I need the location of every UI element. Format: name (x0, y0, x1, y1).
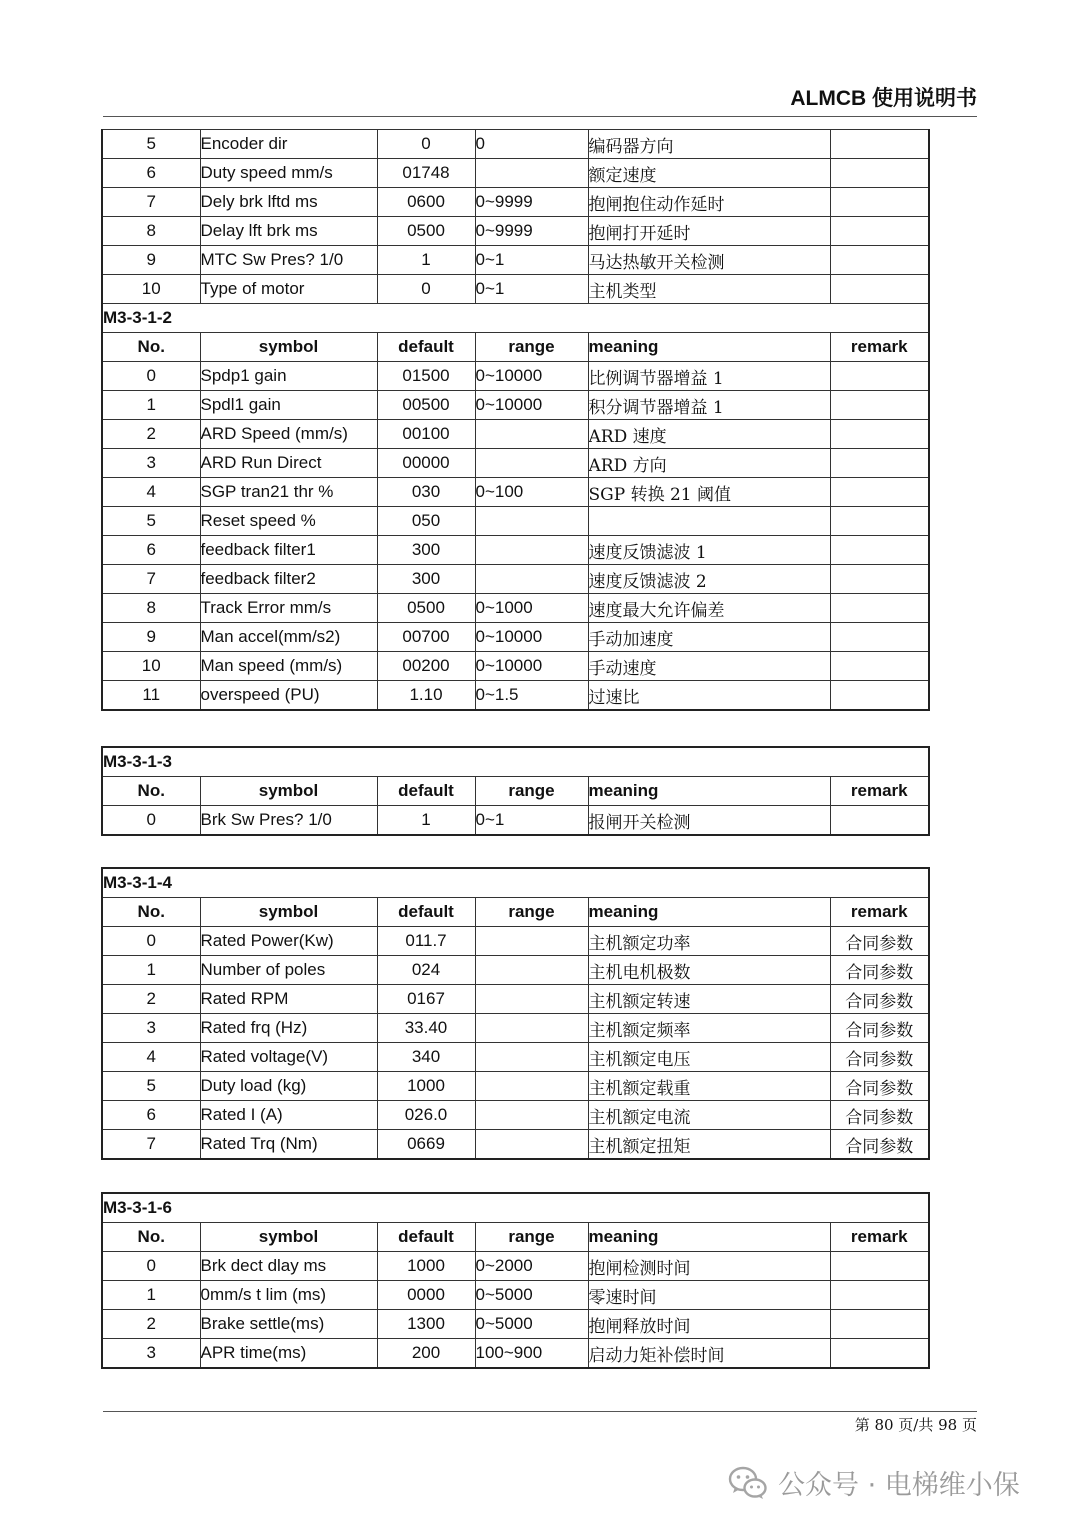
cell-range: 0~10000 (475, 362, 588, 391)
cell-range (475, 985, 588, 1014)
cell-remark (830, 478, 929, 507)
cell-meaning: 编码器方向 (588, 130, 830, 159)
cell-remark: 合同参数 (830, 985, 929, 1014)
header-meaning: meaning (588, 333, 830, 362)
cell-symbol: Rated I (A) (200, 1101, 377, 1130)
header-remark: remark (830, 1223, 929, 1252)
table-row (102, 956, 929, 985)
cell-remark: 合同参数 (830, 1014, 929, 1043)
cell-range: 0~1.5 (475, 681, 588, 711)
cell-remark (830, 159, 929, 188)
cell-default: 00100 (377, 420, 475, 449)
cell-symbol: Rated Trq (Nm) (200, 1130, 377, 1160)
cell-symbol: MTC Sw Pres? 1/0 (200, 246, 377, 275)
cell-range (475, 420, 588, 449)
cell-symbol: Rated voltage(V) (200, 1043, 377, 1072)
cell-meaning: 主机额定载重 (588, 1072, 830, 1101)
cell-no: 5 (102, 1072, 200, 1101)
cell-meaning: 比例调节器增益 1 (588, 362, 830, 391)
cell-symbol: Brk Sw Pres? 1/0 (200, 806, 377, 836)
table-title: M3-3-1-3 (102, 747, 929, 777)
cell-default: 0500 (377, 594, 475, 623)
header-remark: remark (830, 333, 929, 362)
cell-meaning: 速度反馈滤波 2 (588, 565, 830, 594)
table-row (102, 1101, 929, 1130)
cell-default: 0 (377, 130, 475, 159)
footer-divider (103, 1411, 977, 1412)
cell-default: 0 (377, 275, 475, 304)
cell-symbol: ARD Speed (mm/s) (200, 420, 377, 449)
table-row (102, 594, 929, 623)
cell-range: 0~10000 (475, 652, 588, 681)
cell-default: 200 (377, 1339, 475, 1369)
cell-default: 011.7 (377, 927, 475, 956)
cell-remark (830, 1310, 929, 1339)
cell-remark (830, 188, 929, 217)
cell-remark (830, 594, 929, 623)
cell-symbol: Spdl1 gain (200, 391, 377, 420)
cell-symbol: Rated frq (Hz) (200, 1014, 377, 1043)
table-row (102, 1339, 929, 1369)
cell-symbol: Man accel(mm/s2) (200, 623, 377, 652)
cell-remark (830, 623, 929, 652)
cell-symbol: Spdp1 gain (200, 362, 377, 391)
table-row (102, 159, 929, 188)
cell-range: 0~9999 (475, 188, 588, 217)
cell-range (475, 1043, 588, 1072)
cell-symbol: Brk dect dlay ms (200, 1252, 377, 1281)
header-remark: remark (830, 898, 929, 927)
wechat-icon (728, 1466, 768, 1500)
table-section-title-row (102, 868, 929, 898)
table-row (102, 1072, 929, 1101)
param-table-m3-3-1-4 (101, 867, 930, 1160)
cell-meaning: 手动速度 (588, 652, 830, 681)
cell-default: 024 (377, 956, 475, 985)
cell-default: 1000 (377, 1072, 475, 1101)
cell-remark (830, 449, 929, 478)
cell-symbol: feedback filter2 (200, 565, 377, 594)
header-default: default (377, 898, 475, 927)
table-title: M3-3-1-4 (102, 868, 929, 898)
cell-meaning: 主机额定频率 (588, 1014, 830, 1043)
cell-range (475, 565, 588, 594)
cell-remark (830, 275, 929, 304)
cell-remark (830, 1339, 929, 1369)
cell-meaning: 零速时间 (588, 1281, 830, 1310)
table-section-title-row (102, 1193, 929, 1223)
cell-remark (830, 652, 929, 681)
table-row (102, 1130, 929, 1160)
cell-range: 0~1 (475, 806, 588, 836)
cell-remark (830, 1252, 929, 1281)
cell-default: 00500 (377, 391, 475, 420)
header-remark: remark (830, 777, 929, 806)
param-table-m3-3-1-3 (101, 746, 930, 836)
cell-symbol: Reset speed % (200, 507, 377, 536)
table-row (102, 806, 929, 836)
table-header-row (102, 777, 929, 806)
cell-symbol: APR time(ms) (200, 1339, 377, 1369)
table-row (102, 927, 929, 956)
cell-meaning: 过速比 (588, 681, 830, 711)
cell-remark: 合同参数 (830, 1130, 929, 1160)
cell-default: 00200 (377, 652, 475, 681)
header-meaning: meaning (588, 1223, 830, 1252)
cell-symbol: Duty load (kg) (200, 1072, 377, 1101)
cell-remark: 合同参数 (830, 1072, 929, 1101)
table-header-row (102, 1223, 929, 1252)
cell-no: 10 (102, 652, 200, 681)
cell-symbol: Duty speed mm/s (200, 159, 377, 188)
cell-default: 1300 (377, 1310, 475, 1339)
cell-no: 1 (102, 391, 200, 420)
table-row (102, 565, 929, 594)
cell-meaning: 主机额定转速 (588, 985, 830, 1014)
table-row (102, 1281, 929, 1310)
cell-meaning: 抱闸检测时间 (588, 1252, 830, 1281)
header-range: range (475, 1223, 588, 1252)
cell-no: 9 (102, 623, 200, 652)
header-symbol: symbol (200, 1223, 377, 1252)
table-row (102, 391, 929, 420)
param-table-continued (101, 129, 930, 711)
cell-no: 3 (102, 449, 200, 478)
cell-meaning: 主机额定电流 (588, 1101, 830, 1130)
cell-meaning: 手动加速度 (588, 623, 830, 652)
cell-meaning: SGP 转换 21 阈值 (588, 478, 830, 507)
table-row (102, 420, 929, 449)
cell-symbol: Type of motor (200, 275, 377, 304)
cell-default: 300 (377, 536, 475, 565)
cell-meaning: 抱闸打开延时 (588, 217, 830, 246)
cell-symbol: Encoder dir (200, 130, 377, 159)
cell-range: 0~1 (475, 275, 588, 304)
cell-range (475, 1014, 588, 1043)
cell-remark (830, 420, 929, 449)
header-range: range (475, 777, 588, 806)
header-no: No. (102, 333, 200, 362)
cell-symbol: Rated Power(Kw) (200, 927, 377, 956)
cell-no: 4 (102, 478, 200, 507)
cell-remark (830, 536, 929, 565)
cell-symbol: Delay lft brk ms (200, 217, 377, 246)
cell-meaning: 主机电机极数 (588, 956, 830, 985)
cell-range: 0~2000 (475, 1252, 588, 1281)
cell-no: 9 (102, 246, 200, 275)
cell-meaning: 积分调节器增益 1 (588, 391, 830, 420)
table-row (102, 507, 929, 536)
cell-meaning: 启动力矩补偿时间 (588, 1339, 830, 1369)
cell-no: 2 (102, 985, 200, 1014)
cell-symbol: ARD Run Direct (200, 449, 377, 478)
cell-range (475, 449, 588, 478)
cell-meaning: 抱闸抱住动作延时 (588, 188, 830, 217)
cell-range: 0~100 (475, 478, 588, 507)
table-row (102, 362, 929, 391)
cell-symbol: Brake settle(ms) (200, 1310, 377, 1339)
cell-meaning: 主机额定电压 (588, 1043, 830, 1072)
cell-range (475, 159, 588, 188)
cell-no: 3 (102, 1014, 200, 1043)
cell-symbol: Rated RPM (200, 985, 377, 1014)
watermark (728, 1463, 1020, 1502)
cell-meaning: 马达热敏开关检测 (588, 246, 830, 275)
header-divider (103, 116, 977, 117)
cell-no: 4 (102, 1043, 200, 1072)
cell-remark (830, 681, 929, 711)
page-number: 第 80 页/共 98 页 (854, 1416, 977, 1434)
cell-range (475, 536, 588, 565)
cell-range: 0 (475, 130, 588, 159)
cell-default: 0000 (377, 1281, 475, 1310)
table-section-title-row (102, 304, 929, 333)
table-row (102, 217, 929, 246)
cell-range: 0~5000 (475, 1281, 588, 1310)
header-default: default (377, 777, 475, 806)
cell-remark (830, 130, 929, 159)
cell-symbol: Man speed (mm/s) (200, 652, 377, 681)
cell-meaning: 额定速度 (588, 159, 830, 188)
cell-range (475, 1072, 588, 1101)
cell-meaning: 主机额定扭矩 (588, 1130, 830, 1160)
cell-no: 6 (102, 536, 200, 565)
cell-no: 2 (102, 420, 200, 449)
table-header-row (102, 898, 929, 927)
cell-symbol: Number of poles (200, 956, 377, 985)
table-row (102, 1043, 929, 1072)
table-row (102, 478, 929, 507)
cell-remark: 合同参数 (830, 956, 929, 985)
cell-remark (830, 806, 929, 836)
cell-default: 0669 (377, 1130, 475, 1160)
table-title: M3-3-1-2 (102, 304, 929, 333)
cell-range: 0~9999 (475, 217, 588, 246)
cell-symbol: 0mm/s t lim (ms) (200, 1281, 377, 1310)
cell-no: 10 (102, 275, 200, 304)
table-row (102, 536, 929, 565)
header-symbol: symbol (200, 898, 377, 927)
cell-range (475, 507, 588, 536)
cell-no: 7 (102, 1130, 200, 1160)
cell-symbol: overspeed (PU) (200, 681, 377, 711)
cell-default: 026.0 (377, 1101, 475, 1130)
table-row (102, 985, 929, 1014)
table-header-row (102, 333, 929, 362)
cell-no: 2 (102, 1310, 200, 1339)
cell-no: 0 (102, 362, 200, 391)
cell-meaning: 主机额定功率 (588, 927, 830, 956)
cell-meaning: 抱闸释放时间 (588, 1310, 830, 1339)
param-table-m3-3-1-6 (101, 1192, 930, 1369)
cell-range (475, 956, 588, 985)
cell-no: 1 (102, 1281, 200, 1310)
cell-default: 1 (377, 246, 475, 275)
cell-no: 7 (102, 188, 200, 217)
header-range: range (475, 333, 588, 362)
table-row (102, 449, 929, 478)
cell-symbol: SGP tran21 thr % (200, 478, 377, 507)
cell-symbol: Dely brk lftd ms (200, 188, 377, 217)
cell-range: 0~1000 (475, 594, 588, 623)
cell-default: 33.40 (377, 1014, 475, 1043)
cell-symbol: Track Error mm/s (200, 594, 377, 623)
header-symbol: symbol (200, 333, 377, 362)
cell-meaning: 速度最大允许偏差 (588, 594, 830, 623)
cell-range: 0~10000 (475, 391, 588, 420)
cell-meaning: 速度反馈滤波 1 (588, 536, 830, 565)
cell-no: 8 (102, 217, 200, 246)
cell-default: 340 (377, 1043, 475, 1072)
cell-no: 7 (102, 565, 200, 594)
cell-no: 0 (102, 927, 200, 956)
table-row (102, 275, 929, 304)
cell-no: 0 (102, 806, 200, 836)
header-default: default (377, 333, 475, 362)
header-default: default (377, 1223, 475, 1252)
cell-no: 5 (102, 130, 200, 159)
cell-no: 6 (102, 1101, 200, 1130)
table-row (102, 246, 929, 275)
table-row (102, 652, 929, 681)
cell-default: 050 (377, 507, 475, 536)
cell-default: 0500 (377, 217, 475, 246)
header-symbol: symbol (200, 777, 377, 806)
watermark-text: 公众号 · 电梯维小保 (778, 1470, 1020, 1501)
cell-no: 11 (102, 681, 200, 711)
cell-no: 6 (102, 159, 200, 188)
cell-default: 00000 (377, 449, 475, 478)
cell-meaning: 报闸开关检测 (588, 806, 830, 836)
header-meaning: meaning (588, 777, 830, 806)
table-row (102, 1252, 929, 1281)
table-row (102, 681, 929, 711)
cell-default: 030 (377, 478, 475, 507)
cell-range: 0~10000 (475, 623, 588, 652)
cell-range (475, 1130, 588, 1160)
cell-default: 0167 (377, 985, 475, 1014)
cell-remark (830, 1281, 929, 1310)
header-no: No. (102, 777, 200, 806)
cell-range (475, 1101, 588, 1130)
cell-no: 0 (102, 1252, 200, 1281)
cell-symbol: feedback filter1 (200, 536, 377, 565)
cell-range (475, 927, 588, 956)
cell-default: 1 (377, 806, 475, 836)
cell-remark (830, 246, 929, 275)
cell-default: 00700 (377, 623, 475, 652)
header-meaning: meaning (588, 898, 830, 927)
cell-remark (830, 565, 929, 594)
cell-range: 0~5000 (475, 1310, 588, 1339)
table-row (102, 1014, 929, 1043)
table-row (102, 188, 929, 217)
cell-remark (830, 362, 929, 391)
cell-remark (830, 217, 929, 246)
cell-meaning (588, 507, 830, 536)
document-title: ALMCB 使用说明书 (790, 87, 977, 110)
cell-default: 1.10 (377, 681, 475, 711)
cell-remark: 合同参数 (830, 1043, 929, 1072)
cell-remark: 合同参数 (830, 927, 929, 956)
cell-no: 3 (102, 1339, 200, 1369)
table-row (102, 1310, 929, 1339)
table-row (102, 130, 929, 159)
cell-default: 01748 (377, 159, 475, 188)
cell-range: 100~900 (475, 1339, 588, 1369)
cell-meaning: 主机类型 (588, 275, 830, 304)
cell-default: 300 (377, 565, 475, 594)
cell-meaning: ARD 方向 (588, 449, 830, 478)
cell-remark: 合同参数 (830, 1101, 929, 1130)
cell-remark (830, 391, 929, 420)
cell-meaning: ARD 速度 (588, 420, 830, 449)
cell-no: 5 (102, 507, 200, 536)
cell-remark (830, 507, 929, 536)
header-no: No. (102, 898, 200, 927)
table-row (102, 623, 929, 652)
cell-default: 1000 (377, 1252, 475, 1281)
header-range: range (475, 898, 588, 927)
cell-no: 1 (102, 956, 200, 985)
cell-no: 8 (102, 594, 200, 623)
table-title: M3-3-1-6 (102, 1193, 929, 1223)
header-no: No. (102, 1223, 200, 1252)
cell-default: 0600 (377, 188, 475, 217)
cell-range: 0~1 (475, 246, 588, 275)
table-section-title-row (102, 747, 929, 777)
cell-default: 01500 (377, 362, 475, 391)
